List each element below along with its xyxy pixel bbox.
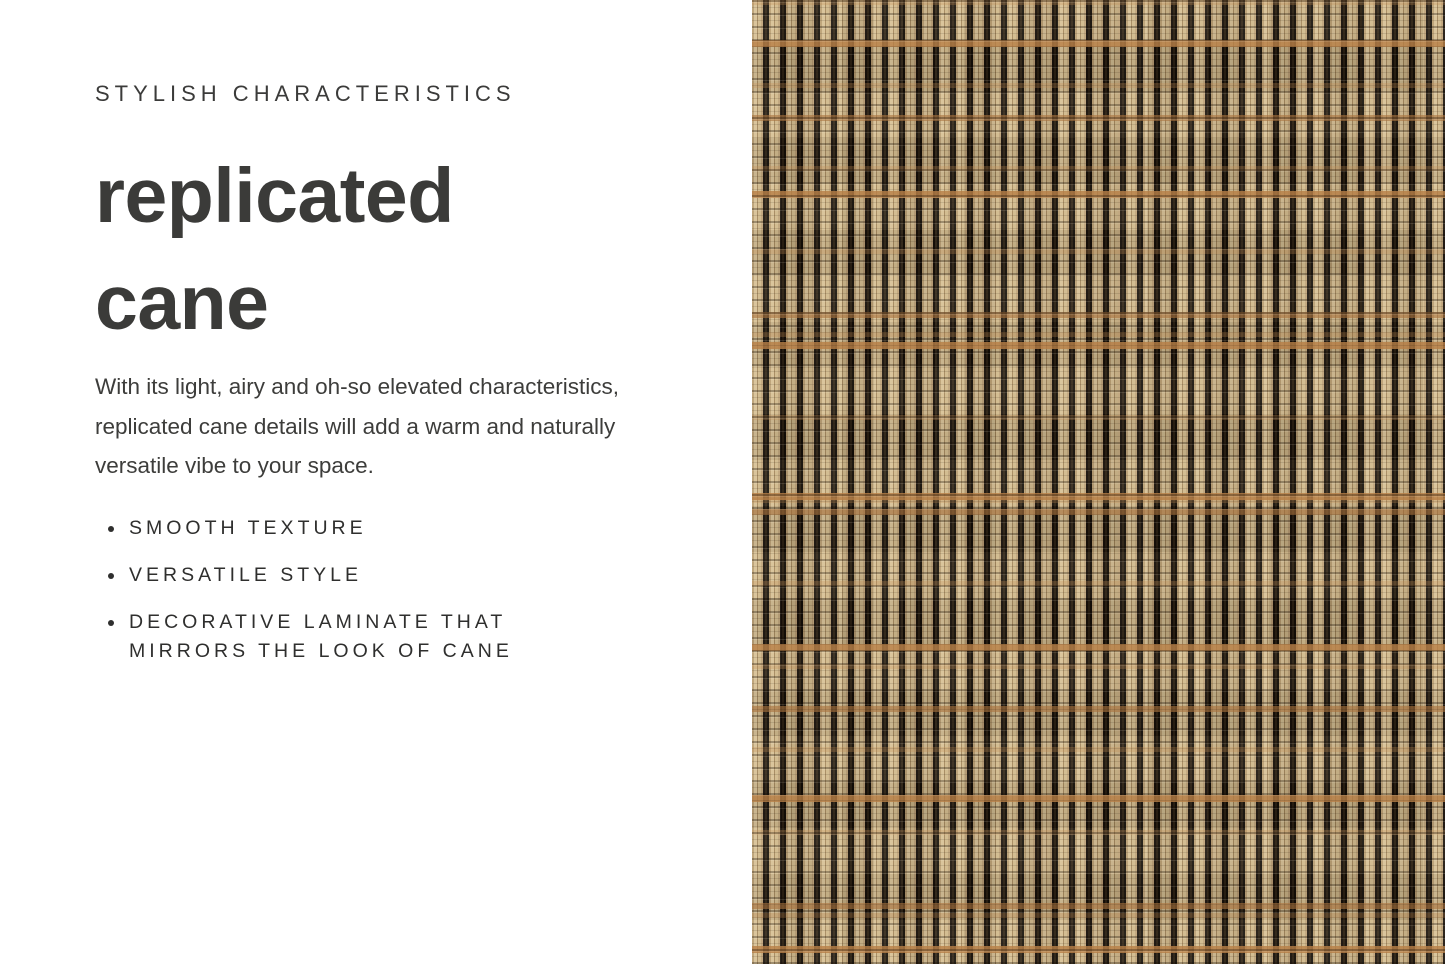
page-title <box>95 143 712 357</box>
feature-list <box>99 514 539 666</box>
feature-item-smooth-texture: • SMOOTH TEXTURE <box>126 514 539 543</box>
cane-texture-image <box>752 0 1445 964</box>
feature-item-versatile-style: • VERSATILE STYLE <box>126 561 539 590</box>
title-line-1: replicated <box>95 153 454 239</box>
title-line-2: cane <box>95 260 269 346</box>
eyebrow-label: STYLISH CHARACTERISTICS <box>95 81 516 106</box>
feature-item-decorative-laminate: • DECORATIVE LAMINATE THAT MIRRORS THE LOOK OF CANE <box>126 608 539 666</box>
description-paragraph: With its light, airy and oh-so elevated characteristics, replicated cane details will add a warm and naturally versatile vibe to your space. <box>95 374 619 478</box>
